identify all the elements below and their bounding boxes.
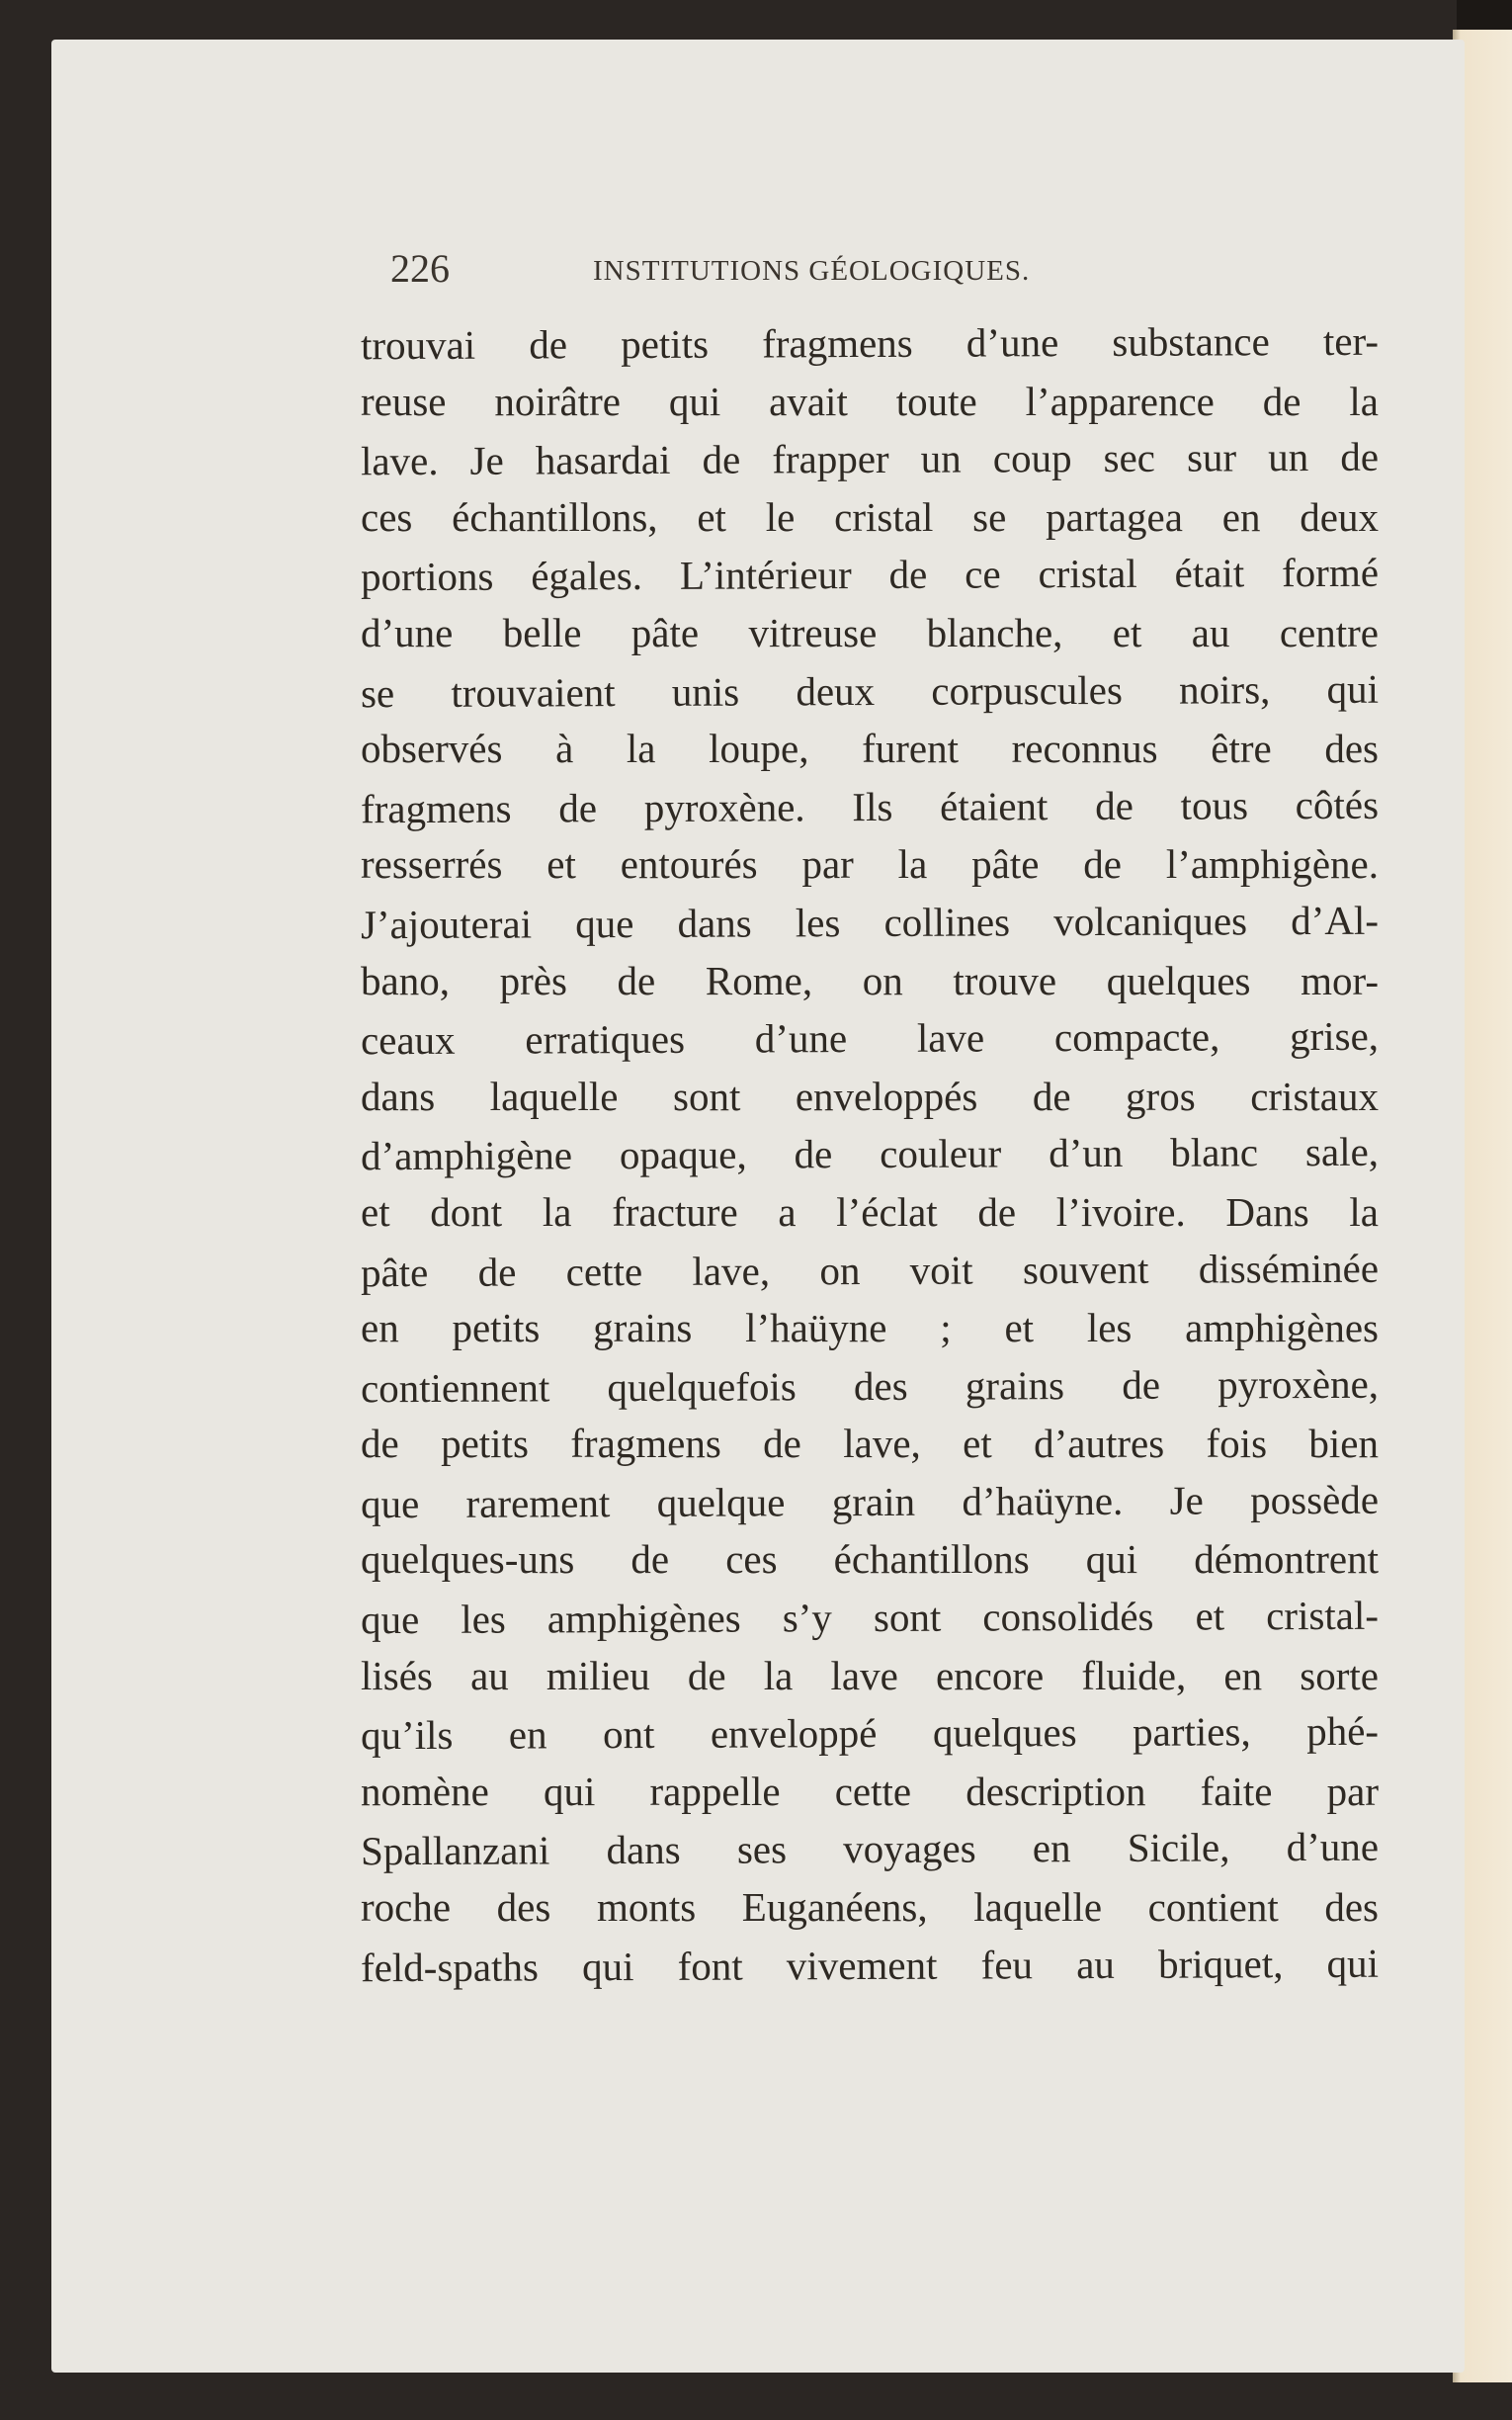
- text-line: nomène qui rappelle cette description faite par: [361, 1768, 1379, 1814]
- text-line: d’une belle pâte vitreuse blanche, et au centre: [361, 609, 1379, 655]
- text-line: dans laquelle sont enveloppés de gros cristaux: [361, 1073, 1379, 1119]
- text-line: observés à la loupe, furent reconnus être des: [361, 726, 1379, 772]
- text-line: que les amphigènes s’y sont consolidés et cristal-: [360, 1592, 1380, 1643]
- text-line: J’ajouterai que dans les collines volcaniques d’Al-: [360, 897, 1380, 948]
- text-line: qu’ils en ont enveloppé quelques parties, phé-: [360, 1708, 1380, 1759]
- text-line: que rarement quelque grain d’haüyne. Je possède: [360, 1476, 1380, 1527]
- text-line: resserrés et entourés par la pâte de l’amphigène.: [361, 841, 1379, 888]
- text-line: lave. Je hasardai de frapper un coup sec sur un de: [360, 433, 1380, 484]
- text-line: ces échantillons, et le cristal se partagea en deux: [361, 493, 1379, 540]
- page-number: 226: [390, 246, 450, 291]
- text-line: reuse noirâtre qui avait toute l’apparence de la: [361, 378, 1379, 424]
- text-line: portions égales. L’intérieur de ce cristal était formé: [360, 550, 1380, 600]
- page-header: [390, 245, 1122, 295]
- text-line: contiennent quelquefois des grains de pyroxène,: [360, 1360, 1380, 1411]
- running-title: INSTITUTIONS GÉOLOGIQUES.: [593, 255, 1031, 287]
- text-line: fragmens de pyroxène. Ils étaient de tous côtés: [360, 781, 1380, 831]
- text-line: de petits fragmens de lave, et d’autres fois bien: [361, 1421, 1379, 1467]
- text-line: pâte de cette lave, on voit souvent disséminée: [360, 1245, 1380, 1295]
- body-text: [361, 314, 1379, 1994]
- text-line: bano, près de Rome, on trouve quelques mor-: [361, 957, 1379, 1003]
- text-line: ceaux erratiques d’une lave compacte, grise,: [360, 1012, 1380, 1064]
- text-line: en petits grains l’haüyne ; et les amphigènes: [361, 1305, 1379, 1351]
- text-line: quelques-uns de ces échantillons qui démontrent: [361, 1536, 1379, 1583]
- text-line: Spallanzani dans ses voyages en Sicile, d’une: [360, 1824, 1380, 1874]
- text-line: lisés au milieu de la lave encore fluide, en sorte: [361, 1652, 1379, 1698]
- text-line: feld-spaths qui font vivement feu au briquet, qui: [360, 1940, 1380, 1990]
- text-line: trouvai de petits fragmens d’une substance ter-: [360, 317, 1380, 369]
- text-line: d’amphigène opaque, de couleur d’un blanc sale,: [360, 1129, 1380, 1179]
- text-line: se trouvaient unis deux corpuscules noirs, qui: [360, 665, 1380, 716]
- text-line: et dont la fracture a l’éclat de l’ivoire. Dans la: [361, 1188, 1379, 1235]
- text-line: roche des monts Euganéens, laquelle contient des: [361, 1884, 1379, 1931]
